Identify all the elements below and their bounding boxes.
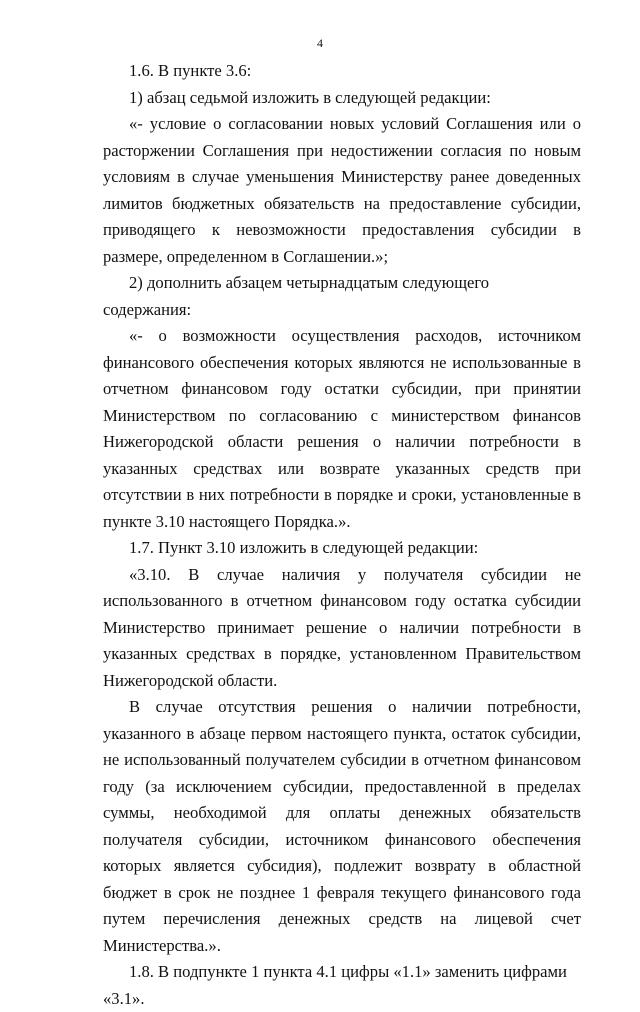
paragraph-3-10-text: «3.10. В случае наличия у получателя субсидии не использованного в отчетном финансовом году остатка субсидии Министерство принимает решение о наличии потребности в указанных средствах в порядке, установленном Правительством Нижегородской области. xyxy=(103,564,581,690)
paragraph-3-10-continuation: В случае отсутствия решения о наличии потребности, указанного в абзаце первом настоящего пункта, остаток субсидии, не использованный получателем субсидии в отчетном финансовом году (за исключением субсидии, предоставленной в пределах суммы, необходимой для оплаты денежных обязательств получателя субсидии, источником финансового обеспечения которых является субсидия), подлежит возврату в областной бюджет в срок не позднее 1 февраля текущего финансового года путем перечисления денежных средств на лицевой счет Министерства.». xyxy=(103,697,581,955)
page-number: 4 xyxy=(317,36,323,50)
paragraph-1-6-item-1: 1) абзац седьмой изложить в следующей редакции: xyxy=(129,87,491,107)
document-body xyxy=(103,58,581,1012)
paragraph-1-6-heading: 1.6. В пункте 3.6: xyxy=(129,61,252,80)
paragraph-1-8: 1.8. В подпункте 1 пункта 4.1 цифры «1.1» заменить цифрами «3.1». xyxy=(103,962,567,1008)
paragraph-1-7-heading: 1.7. Пункт 3.10 изложить в следующей редакции: xyxy=(129,538,479,557)
paragraph-1-6-quote-1: «- условие о согласовании новых условий Соглашения или о расторжении Соглашения при недостижении согласия по новым условиям в случае уменьшения Министерству ранее доведенных лимитов бюджетных обязательств на предоставление субсидии, приводящего к невозможности предоставления субсидии в размере, определенном в Соглашении.»; xyxy=(103,114,581,266)
paragraph-1-6-quote-2: «- о возможности осуществления расходов, источником финансового обеспечения которых являются не использованные в отчетном финансовом году остатки субсидии, при принятии Министерством по согласованию с министерством финансов Нижегородской области решения о наличии потребности в указанных средствах или возврате указанных средств при отсутствии в них потребности в порядке и сроки, установленные в пункте 3.10 настоящего Порядка.». xyxy=(103,326,581,531)
paragraph-1-6-item-2: 2) дополнить абзацем четырнадцатым следующего содержания: xyxy=(103,273,490,319)
